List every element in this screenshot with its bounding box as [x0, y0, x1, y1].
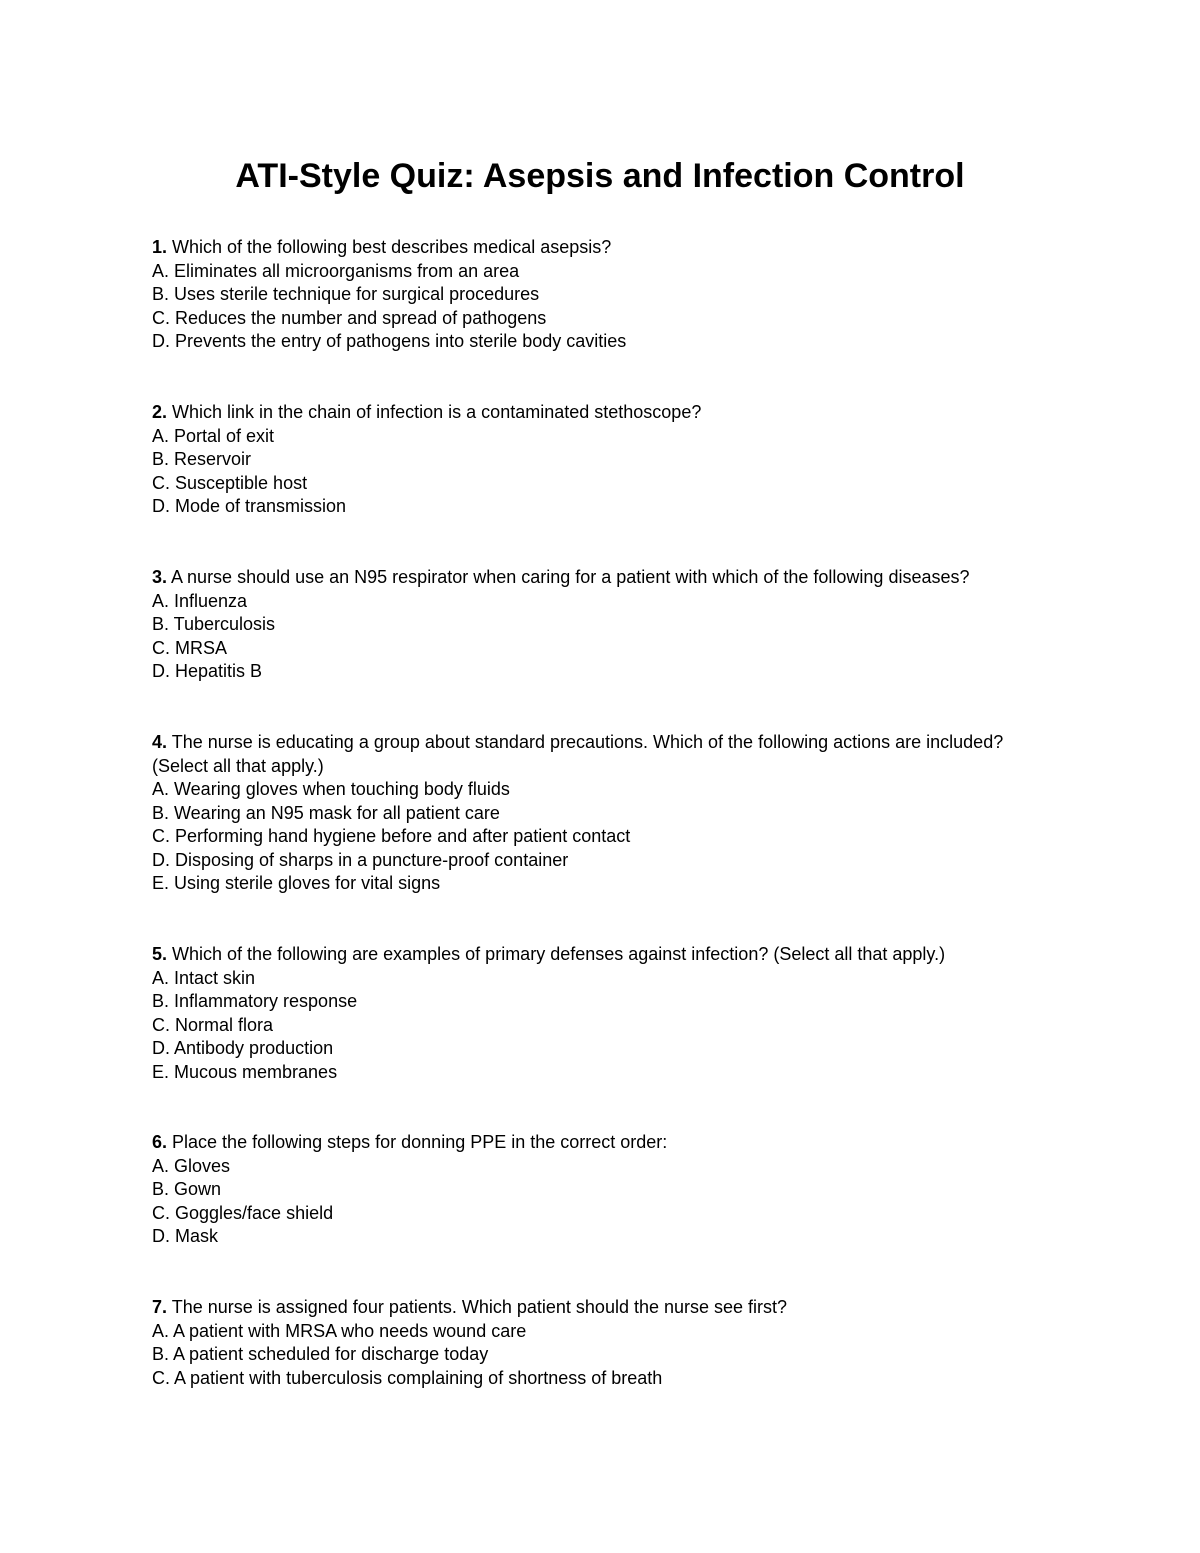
answer-option: D. Hepatitis B	[152, 661, 263, 681]
question-2	[152, 401, 1052, 519]
answer-option: D. Mask	[152, 1226, 219, 1246]
answer-option: D. Prevents the entry of pathogens into sterile body cavities	[152, 331, 627, 351]
question-stem	[152, 731, 1052, 778]
answer-option: C. MRSA	[152, 637, 228, 658]
question-text: The nurse is educating a group about standard precautions. Which of the following actions are included? (Select all that apply.)	[152, 732, 1004, 776]
page-title: ATI-Style Quiz: Asepsis and Infection Control	[235, 157, 965, 195]
question-text: Which of the following are examples of primary defenses against infection? (Select all that apply.)	[172, 944, 946, 964]
question-3	[152, 566, 1052, 684]
question-number: 6.	[152, 1132, 168, 1152]
answer-option: C. Normal flora	[152, 1014, 274, 1035]
question-number: 4.	[152, 732, 168, 752]
answer-option: B. Gown	[152, 1179, 222, 1199]
answer-option: C. Goggles/face shield	[152, 1202, 334, 1223]
answer-option: C. Reduces the number and spread of pathogens	[152, 307, 547, 328]
question-4	[152, 731, 1052, 896]
question-6	[152, 1131, 1052, 1249]
question-text: Which of the following best describes medical asepsis?	[172, 237, 612, 257]
answer-option: A. Gloves	[152, 1155, 231, 1176]
question-text: The nurse is assigned four patients. Which patient should the nurse see first?	[171, 1297, 788, 1317]
answer-option: B. A patient scheduled for discharge today	[152, 1344, 489, 1364]
question-5	[152, 943, 1052, 1084]
answer-option: E. Mucous membranes	[152, 1061, 338, 1082]
question-number: 3.	[152, 567, 168, 587]
question-text: A nurse should use an N95 respirator when caring for a patient with which of the following diseases?	[171, 567, 970, 587]
answer-option: D. Antibody production	[152, 1038, 334, 1058]
question-stem	[152, 236, 1052, 260]
question-text: Place the following steps for donning PPE in the correct order:	[172, 1132, 668, 1152]
answer-option: C. Susceptible host	[152, 472, 308, 493]
answer-option: D. Disposing of sharps in a puncture-proof container	[152, 849, 569, 870]
question-stem	[152, 401, 1052, 425]
question-stem	[152, 1296, 1052, 1320]
question-number: 5.	[152, 944, 168, 964]
answer-option: B. Uses sterile technique for surgical procedures	[152, 284, 540, 304]
answer-option: D. Mode of transmission	[152, 496, 347, 516]
answer-option: C. Performing hand hygiene before and after patient contact	[152, 826, 631, 846]
question-stem	[152, 566, 1052, 590]
answer-option: B. Wearing an N95 mask for all patient care	[152, 802, 500, 823]
question-stem	[152, 943, 1052, 967]
answer-option: B. Inflammatory response	[152, 991, 358, 1011]
question-text: Which link in the chain of infection is a contaminated stethoscope?	[172, 402, 702, 422]
answer-option: A. A patient with MRSA who needs wound care	[152, 1320, 527, 1341]
answer-option: A. Eliminates all microorganisms from an area	[152, 260, 520, 281]
question-stem	[152, 1131, 1052, 1155]
question-number: 1.	[152, 237, 168, 257]
answer-option: A. Wearing gloves when touching body fluids	[152, 779, 510, 799]
answer-option: C. A patient with tuberculosis complaining of shortness of breath	[152, 1367, 663, 1388]
question-1	[152, 236, 1052, 354]
question-number: 2.	[152, 402, 168, 422]
answer-option: A. Portal of exit	[152, 425, 275, 446]
question-7	[152, 1296, 1052, 1390]
answer-option: E. Using sterile gloves for vital signs	[152, 873, 441, 893]
answer-option: B. Reservoir	[152, 449, 252, 469]
question-number: 7.	[152, 1297, 168, 1317]
answer-option: A. Influenza	[152, 590, 248, 611]
answer-option: B. Tuberculosis	[152, 614, 276, 634]
answer-option: A. Intact skin	[152, 967, 256, 988]
